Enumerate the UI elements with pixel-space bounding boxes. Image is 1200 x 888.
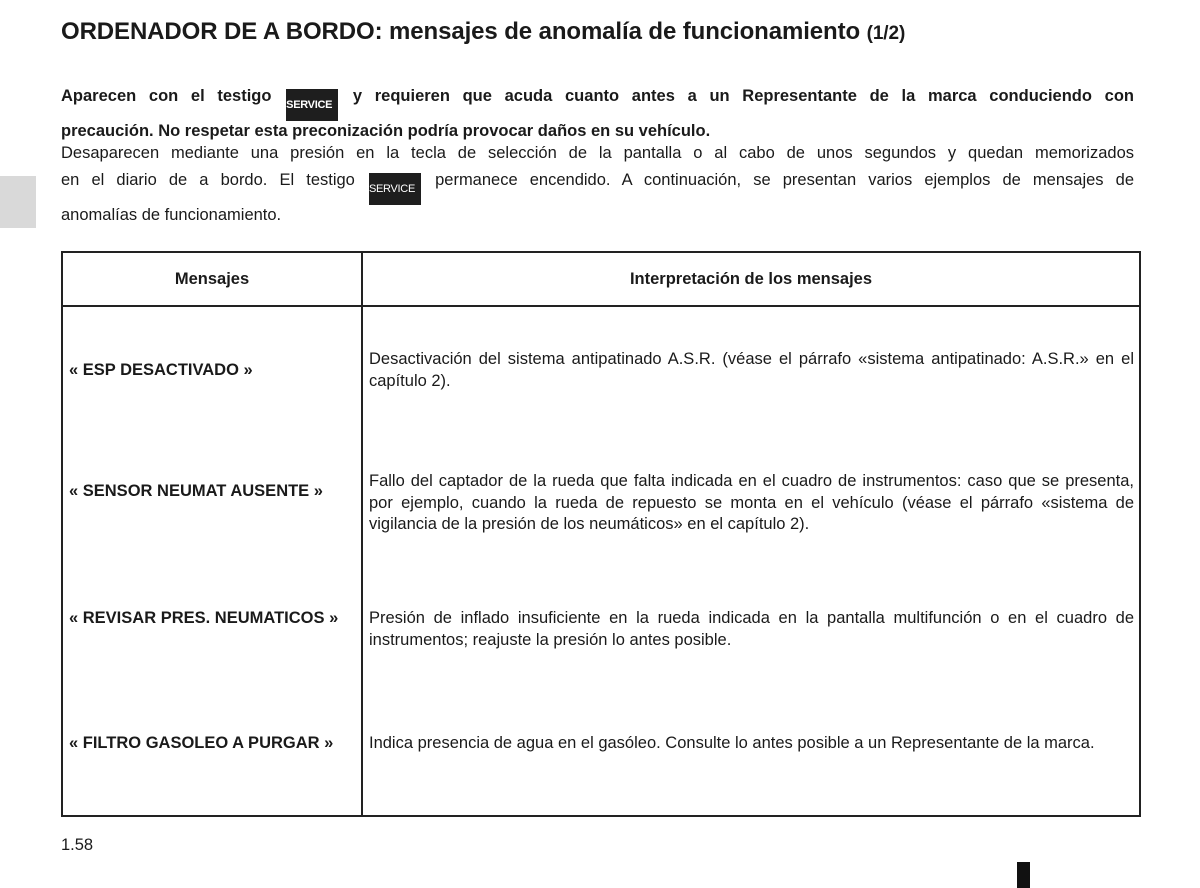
table-row-interpretation: Desactivación del sistema antipatinado A.S.R. (véase el párrafo «sistema antipatinado: A.S.R.» en el capítulo 2). bbox=[369, 350, 1134, 390]
table-header-interpretation: Interpretación de los mensajes bbox=[629, 270, 873, 288]
messages-table bbox=[61, 251, 1141, 817]
intro-line-4a: en el diario de a bordo. El testigo bbox=[61, 171, 355, 189]
intro-line-2: precaución. No respetar esta preconización podría provocar daños en su vehículo. bbox=[61, 122, 711, 140]
page-title bbox=[61, 18, 1161, 46]
table-header-messages: Mensajes bbox=[174, 270, 250, 288]
intro-line-5: anomalías de funcionamiento. bbox=[61, 206, 282, 224]
intro-paragraph bbox=[61, 86, 1134, 227]
table-row-interpretation: Indica presencia de agua en el gasóleo. Consulte lo antes posible a un Representante de la marca. bbox=[369, 734, 1095, 752]
table-row-interpretation: Fallo del captador de la rueda que falta indicada en el cuadro de instrumentos: caso que se presenta, por ejemplo, cuando la rueda de repuesto se monta en el vehículo (véase el párrafo «sistema de vigilancia de la presión de los neumáticos» en el capítulo 2). bbox=[369, 472, 1134, 533]
intro-line-1 bbox=[61, 86, 1134, 121]
table-row-message: « SENSOR NEUMAT AUSENTE » bbox=[69, 482, 323, 500]
table-header-row bbox=[63, 253, 1139, 307]
service-warning-icon: SERVICE bbox=[286, 89, 338, 121]
intro-line-4b: permanece encendido. A continuación, se presentan varios ejemplos de mensajes de bbox=[435, 171, 1134, 189]
table-column-divider bbox=[361, 253, 363, 815]
section-tab-marker bbox=[0, 176, 36, 228]
title-page-fraction: (1/2) bbox=[866, 23, 906, 44]
table-row-message: « ESP DESACTIVADO » bbox=[69, 361, 253, 379]
title-main: ORDENADOR DE A BORDO: mensajes de anomalía de funcionamiento bbox=[61, 18, 861, 45]
intro-line-4 bbox=[61, 170, 1134, 205]
page-edge-marker bbox=[1017, 862, 1030, 888]
intro-line-1a: Aparecen con el testigo bbox=[61, 87, 272, 105]
intro-line-1b: y requieren que acuda cuanto antes a un Representante de la marca conduciendo con bbox=[352, 87, 1134, 105]
intro-line-3: Desaparecen mediante una presión en la tecla de selección de la pantalla o al cabo de unos segundos y quedan memorizados bbox=[61, 143, 1134, 162]
table-row-message: « FILTRO GASOLEO A PURGAR » bbox=[69, 734, 334, 752]
page-number: 1.58 bbox=[61, 836, 94, 854]
table-row-interpretation: Presión de inflado insuficiente en la rueda indicada en la pantalla multifunción o en el cuadro de instrumentos; reajuste la presión lo antes posible. bbox=[369, 609, 1134, 649]
service-warning-icon: SERVICE bbox=[369, 173, 421, 205]
table-row-message: « REVISAR PRES. NEUMATICOS » bbox=[69, 609, 339, 627]
